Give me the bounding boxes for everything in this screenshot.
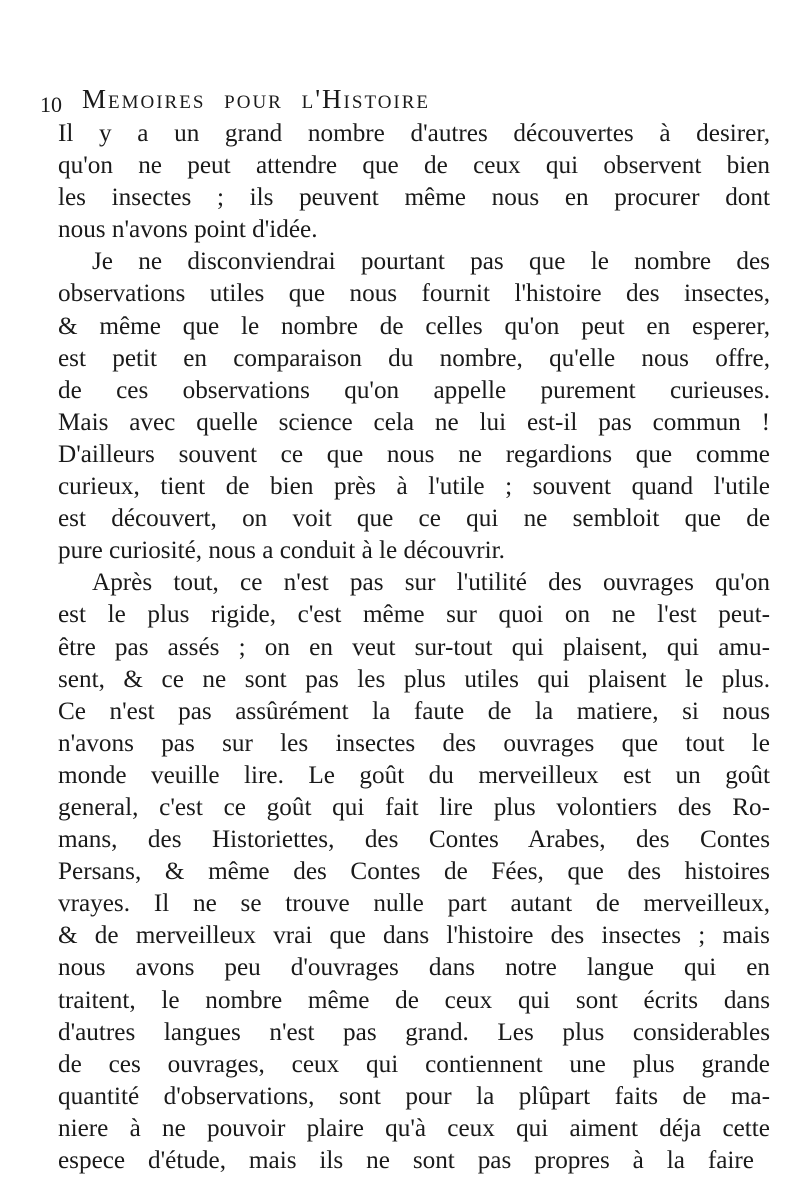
text-line: Je ne disconviendrai pourtant pas que le nombre des [92, 248, 770, 276]
running-title: Memoires pour l'Histoire [82, 84, 431, 114]
text-line: observations utiles que nous fournit l'histoire des insectes, [58, 280, 770, 308]
text-line: & même que le nombre de celles qu'on peut en esperer, [58, 312, 770, 340]
body-text [58, 118, 770, 1177]
text-line: est le plus rigide, c'est même sur quoi on ne l'est peut- [58, 601, 770, 629]
text-line: Ce n'est pas assûrément la faute de la matiere, si nous [58, 697, 770, 725]
text-line: est petit en comparaison du nombre, qu'elle nous offre, [58, 344, 770, 372]
text-line: vrayes. Il ne se trouve nulle part autant de merveilleux, [58, 890, 770, 918]
text-line: pure curiosité, nous a conduit à le découvrir. [58, 537, 505, 565]
text-line: niere à ne pouvoir plaire qu'à ceux qui aiment déja cette [58, 1114, 770, 1142]
text-line: de ces ouvrages, ceux qui contiennent une plus grande [58, 1050, 770, 1078]
text-line: general, c'est ce goût qui fait lire plus volontiers des Ro- [58, 793, 770, 821]
text-line: nous n'avons point d'idée. [58, 216, 318, 244]
text-line: Il y a un grand nombre d'autres découvertes à desirer, [58, 120, 770, 147]
text-line: est découvert, on voit que ce qui ne sembloit que de [58, 505, 770, 533]
text-line: les insectes ; ils peuvent même nous en procurer dont [58, 184, 770, 212]
text-line: nous avons peu d'ouvrages dans notre langue qui en [58, 954, 770, 982]
text-line: & de merveilleux vrai que dans l'histoire des insectes ; mais [58, 922, 770, 950]
text-line: Persans, & même des Contes de Fées, que des histoires [58, 858, 770, 886]
text-line: traitent, le nombre même de ceux qui sont écrits dans [58, 986, 770, 1014]
text-line: mans, des Historiettes, des Contes Arabes, des Contes [58, 826, 770, 854]
text-line: quantité d'observations, sont pour la plûpart faits de ma- [58, 1082, 770, 1110]
text-line: sent, & ce ne sont pas les plus utiles qui plaisent le plus. [58, 665, 770, 693]
text-line: d'autres langues n'est pas grand. Les plus considerables [58, 1018, 770, 1046]
text-line: Mais avec quelle science cela ne lui est-il pas commun ! [58, 408, 770, 436]
text-line: qu'on ne peut attendre que de ceux qui observent bien [58, 152, 770, 180]
page-number: 10 [40, 92, 62, 117]
text-line: n'avons pas sur les insectes des ouvrages que tout le [58, 729, 770, 757]
text-line: D'ailleurs souvent ce que nous ne regardions que comme [58, 440, 770, 468]
text-line: monde veuille lire. Le goût du merveilleux est un goût [58, 761, 770, 789]
text-line: de ces observations qu'on appelle purement curieuses. [58, 376, 770, 404]
text-line: curieux, tient de bien près à l'utile ; souvent quand l'utile [58, 473, 770, 501]
running-head [40, 84, 760, 120]
text-line: être pas assés ; on en veut sur-tout qui plaisent, qui amu- [58, 633, 770, 661]
text-line: Après tout, ce n'est pas sur l'utilité des ouvrages qu'on [92, 569, 770, 597]
text-line: espece d'étude, mais ils ne sont pas propres à la faire [58, 1147, 754, 1174]
